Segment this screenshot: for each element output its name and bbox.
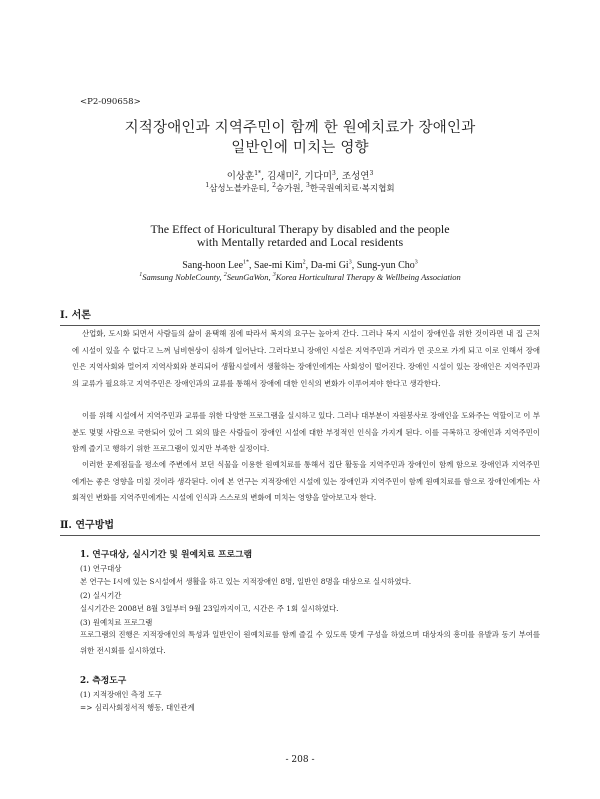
affil-text: 삼성노블카운티 — [209, 184, 267, 194]
author-name: Sung-yun Cho — [356, 260, 415, 271]
author-sup: 3 — [348, 259, 352, 266]
body-paragraph: 이를 위해 시설에서 지역주민과 교류를 위한 다양한 프로그램을 실시하고 있다. 그러나 대부분이 자원봉사로 장애인을 도와주는 역할이고 이 부분도 몇몇 사람으로 국한되어 있어 그 외의 많은 사람들이 장애인 시설에 대한 부정적인 인식을 가지게 된다. 이를 극복하고 장애인과 지역주민이 함께 즐기고 행하기 위한 프로그램이 있지만 부족한 실정이다. — [72, 411, 540, 453]
list-item: => 심리사회정서적 행동, 대인관계 — [80, 703, 195, 712]
author-name: 기다미 — [304, 171, 333, 182]
section-heading: Ⅰ. 서론 — [60, 310, 91, 321]
author-sup: 3 — [414, 259, 418, 266]
korean-title-line-2: 일반인에 미치는 영향 — [231, 140, 369, 156]
korean-affiliations: $^1$삼성노블카운티, $^2$승가원, $^3$한국원예치료·복지협회 — [205, 182, 395, 194]
author-sup: 2 — [294, 169, 299, 177]
affil-sup: 1 — [205, 182, 210, 190]
korean-authors: 이상훈$^{1*}$, 김새미$^2$, 기다미$^3$, 조성연$^3$ — [226, 169, 374, 182]
english-affiliations: $^1$Samsung NobleCounty, $^2$SeunGaWon, $^3$Korea Horticultural Therapy & Wellbeing Association — [139, 272, 461, 282]
affil-sup: 3 — [272, 272, 276, 279]
author-sup: 1* — [243, 259, 250, 266]
subsection-heading: 2. 측정도구 — [80, 676, 127, 686]
affil-text: SeunGaWon — [226, 272, 269, 282]
author-name: 이상훈 — [226, 171, 255, 182]
author-sup: 3 — [332, 169, 336, 177]
author-sup: 1* — [254, 169, 262, 177]
affil-sup: 1 — [139, 272, 143, 279]
affil-text: 한국원예치료·복지협회 — [309, 184, 395, 194]
section-methods-header — [60, 516, 540, 536]
affil-text: Samsung NobleCounty — [142, 272, 220, 282]
english-title-line-2: with Mentally retarded and Local residents — [196, 235, 404, 249]
item-text: 본 연구는 I시에 있는 S시설에서 생활을 하고 있는 지적장애인 8명, 일반인 8명을 대상으로 실시하였다. — [80, 577, 412, 586]
english-title-line-1: The Effect of Horicultural Therapy by disabled and the people — [150, 222, 450, 236]
korean-title-line-1: 지적장애인과 지역주민이 함께 한 원예치료가 장애인과 — [124, 120, 476, 136]
affil-sup: 3 — [305, 182, 310, 190]
body-paragraph: 이러한 문제점들을 평소에 주변에서 보던 식물을 이용한 원예치료를 통해서 집단 활동을 지역주민과 장애인이 함께 함으로 장애인과 지역주민에게는 좋은 영향을 미칠 것이라 생각된다. 이에 본 연구는 지적장애인 시설에 있는 장애인과 지역주민이 함께 원예치료를 함으로 장애인에게는 사회적인 변화를 지역주민에게는 시설에 인식과 스스로의 변화에 미치는 영향을 알아보고자 한다. — [72, 460, 540, 502]
item-text: 프로그램의 진행은 지적장애인의 특성과 일반인이 원예치료를 함께 즐길 수 있도록 맞게 구성을 하였으며 대상자의 흥미를 유발과 동기 부여를 위한 전시회를 실시하였다. — [80, 630, 540, 655]
author-sup: 3 — [369, 169, 374, 177]
section-intro-header — [60, 306, 540, 326]
item-text: 실시기간은 2008년 8월 3일부터 9월 23일까지이고, 시간은 주 1회 실시하였다. — [80, 604, 339, 613]
author-sup: 2 — [302, 259, 306, 266]
abstract-code: <P2-090658> — [80, 97, 141, 107]
item-label: (1) 연구대상 — [80, 564, 122, 573]
author-name: Sang-hoon Lee — [182, 260, 244, 271]
author-name: 조성연 — [341, 171, 370, 182]
section-divider — [60, 535, 540, 536]
affil-sup: 2 — [272, 182, 276, 190]
list-item: (1) 지적장애인 측정 도구 — [80, 690, 162, 699]
author-name: Sae-mi Kim — [254, 260, 303, 271]
subsection-heading: 1. 연구대상, 실시기간 및 원예치료 프로그램 — [80, 550, 253, 560]
author-name: Da-mi Gi — [310, 260, 349, 271]
affil-text: 승가원 — [275, 184, 301, 194]
body-paragraph: 산업화, 도시화 되면서 사람들의 삶이 윤택해 짐에 따라서 복지의 요구는 높아져 간다. 그러나 복지 시설이 장애인을 위한 것이라면 내 집 근처에 시설이 있을 수 없다고 느껴 님비현상이 심하게 일어난다. 그러다보니 장애인 시설은 지역주민과 거리가 먼 곳으로 가게 되고 이로 인해서 장애인은 지역사회와 멀어져 지역사회와 분리되어 생활시설에서 생활하는 장애인에게는 사회성이 떨어진다. 장애인 시설이 있는 장애인은 지역주민과의 교류가 필요하고 지역주민은 장애인과의 교류를 통해서 장애에 대한 인식의 변화가 이루어져야 한다고 생각한다. — [72, 329, 540, 388]
english-authors: Sang-hoon Lee$^{1*}$, Sae-mi Kim$^2$, Da-mi Gi$^3$, Sung-yun Cho$^3$ — [182, 259, 418, 271]
item-label: (2) 실시기간 — [80, 591, 122, 600]
affil-sup: 2 — [223, 272, 227, 279]
section-heading: Ⅱ. 연구방법 — [60, 520, 115, 531]
item-label: (3) 원예치료 프로그램 — [80, 618, 153, 627]
author-name: 김새미 — [267, 171, 295, 182]
page-number: - 208 - — [285, 755, 315, 765]
affil-text: Korea Horticultural Therapy & Wellbeing Association — [275, 272, 461, 282]
